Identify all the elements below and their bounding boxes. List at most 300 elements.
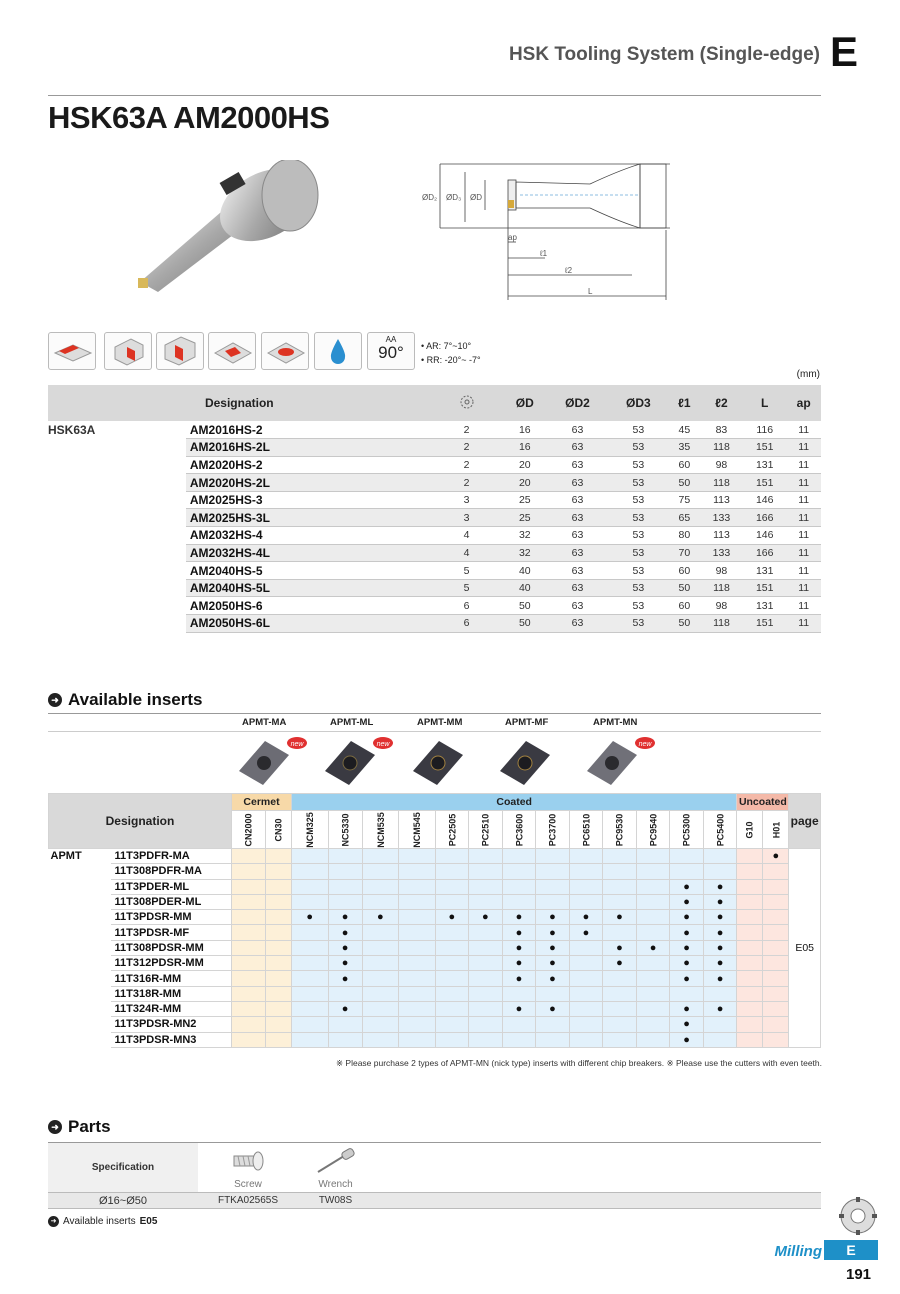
milling-cutter-icon — [838, 1195, 878, 1237]
grade-cell — [502, 849, 536, 864]
footer-section-tab: E — [824, 1240, 878, 1260]
value-cell: 63 — [547, 509, 608, 527]
value-cell: 118 — [700, 615, 743, 633]
grade-cell — [502, 879, 536, 894]
grade-cell — [435, 971, 469, 986]
parts-empty-cell-2 — [373, 1193, 821, 1209]
designation-cell: AM2016HS-2L — [186, 439, 431, 457]
parts-spec-value: Ø16~Ø50 — [48, 1193, 198, 1209]
insert-grade-table — [48, 793, 821, 1048]
table-row — [49, 894, 821, 909]
grade-cell — [292, 940, 329, 955]
grade-header — [603, 811, 637, 849]
availability-mark: ● — [292, 910, 329, 925]
approach-angle-icon — [367, 332, 415, 370]
grade-cell — [763, 910, 789, 925]
insert-images — [225, 733, 675, 791]
grade-cell — [399, 894, 436, 909]
value-cell: 166 — [743, 544, 786, 562]
insert-designation: 11T3PDSR-MN3 — [111, 1032, 232, 1047]
value-cell: 6 — [431, 597, 503, 615]
technical-drawing — [420, 160, 680, 305]
insert-type-ma: APMT-MA — [242, 717, 287, 728]
grade-cell — [763, 925, 789, 940]
grade-cell — [292, 879, 329, 894]
grade-cell — [292, 925, 329, 940]
value-cell: 5 — [431, 562, 503, 580]
grade-cell — [399, 956, 436, 971]
availability-mark: ● — [362, 910, 399, 925]
grade-cell — [362, 879, 399, 894]
wrench-code: TW08S — [298, 1193, 373, 1209]
value-cell: 11 — [786, 421, 821, 439]
arrow-bullet-icon: ➜ — [48, 1216, 59, 1227]
designation-cell: AM2025HS-3 — [186, 491, 431, 509]
grade-cell — [569, 986, 603, 1001]
grade-label: PC2510 — [480, 813, 491, 846]
availability-mark: ● — [328, 1001, 362, 1016]
value-cell: 35 — [669, 439, 700, 457]
insert-designation: 11T3PDSR-MF — [111, 925, 232, 940]
grade-label: PC3700 — [547, 813, 558, 846]
insert-prefix — [49, 864, 111, 879]
insert-designation: 11T3PDER-ML — [111, 879, 232, 894]
grade-cell — [328, 894, 362, 909]
holder-prefix — [48, 562, 186, 580]
value-cell: 2 — [431, 456, 503, 474]
purchase-note: ※ Please purchase 2 types of APMT-MN (nick type) inserts with different chip breakers. ※ Please use the cutters with even teeth. — [335, 1058, 822, 1068]
value-cell: 3 — [431, 509, 503, 527]
table-row — [49, 910, 821, 925]
availability-mark: ● — [569, 925, 603, 940]
value-cell: 118 — [700, 474, 743, 492]
grade-cell — [435, 864, 469, 879]
table-row — [49, 879, 821, 894]
grade-cell — [362, 971, 399, 986]
grade-cell — [292, 986, 329, 1001]
insert-type-mf: APMT-MF — [505, 717, 549, 728]
availability-mark: ● — [670, 910, 704, 925]
designation-cell: AM2020HS-2L — [186, 474, 431, 492]
holder-prefix — [48, 597, 186, 615]
holder-prefix — [48, 491, 186, 509]
group-coated: Coated — [292, 794, 737, 811]
grade-cell — [536, 849, 570, 864]
grade-cell — [266, 971, 292, 986]
availability-mark: ● — [536, 925, 570, 940]
grade-cell — [399, 1017, 436, 1032]
grade-cell — [231, 879, 265, 894]
availability-mark: ● — [763, 849, 789, 864]
value-cell: 20 — [503, 474, 547, 492]
grade-cell — [231, 1001, 265, 1016]
value-cell: 4 — [431, 527, 503, 545]
grade-cell — [362, 940, 399, 955]
parts-empty-cell — [373, 1143, 821, 1193]
value-cell: 98 — [700, 597, 743, 615]
insert-prefix — [49, 910, 111, 925]
grade-cell — [469, 956, 503, 971]
insert-prefix — [49, 879, 111, 894]
value-cell: 151 — [743, 474, 786, 492]
grade-cell — [266, 849, 292, 864]
grade-cell — [469, 971, 503, 986]
insert-prefix — [49, 1017, 111, 1032]
inserts-section-title: Available inserts — [68, 690, 203, 709]
grade-cell — [603, 879, 637, 894]
insert-ml-image — [325, 737, 393, 785]
value-cell: 60 — [669, 456, 700, 474]
grade-cell — [362, 1001, 399, 1016]
grade-cell — [399, 879, 436, 894]
value-cell: 4 — [431, 544, 503, 562]
grade-cell — [469, 1017, 503, 1032]
grade-cell — [636, 986, 670, 1001]
insert-prefix — [49, 940, 111, 955]
grade-cell — [292, 864, 329, 879]
table-row — [48, 544, 821, 562]
value-cell: 50 — [669, 615, 700, 633]
grade-cell — [435, 1001, 469, 1016]
availability-mark: ● — [502, 971, 536, 986]
page-reference: E05 — [789, 849, 821, 1048]
grade-cell — [362, 864, 399, 879]
rake-angle-notes — [421, 339, 481, 367]
insert-designation: 11T308PDER-ML — [111, 894, 232, 909]
availability-mark: ● — [603, 940, 637, 955]
availability-mark: ● — [536, 1001, 570, 1016]
grade-label: NCM545 — [411, 811, 422, 848]
dimension-table — [48, 385, 821, 633]
availability-mark: ● — [603, 956, 637, 971]
grade-cell — [636, 879, 670, 894]
table-row — [48, 562, 821, 580]
unit-label: (mm) — [796, 369, 820, 380]
grade-cell — [266, 1032, 292, 1047]
grade-cell — [362, 925, 399, 940]
grade-cell — [763, 971, 789, 986]
value-cell: 11 — [786, 491, 821, 509]
grade-cell — [231, 940, 265, 955]
grade-cell — [569, 894, 603, 909]
value-cell: 11 — [786, 527, 821, 545]
value-cell: 16 — [503, 421, 547, 439]
value-cell: 146 — [743, 527, 786, 545]
value-cell: 6 — [431, 615, 503, 633]
availability-mark: ● — [502, 940, 536, 955]
ap-label: ap — [508, 233, 517, 242]
availability-mark: ● — [502, 1001, 536, 1016]
page-number: 191 — [846, 1266, 872, 1283]
grade-cell — [636, 956, 670, 971]
designation-cell: AM2016HS-2 — [186, 421, 431, 439]
section-letter: E — [829, 28, 858, 75]
grade-label: H01 — [770, 821, 781, 838]
designation-cell: AM2032HS-4 — [186, 527, 431, 545]
value-cell: 133 — [700, 509, 743, 527]
grade-label: PC6510 — [580, 813, 591, 846]
grade-cell — [703, 864, 737, 879]
grade-cell — [737, 849, 763, 864]
note-rr: • RR: -20°~ -7° — [421, 355, 481, 365]
value-cell: 63 — [547, 615, 608, 633]
insert-prefix — [49, 986, 111, 1001]
holder-prefix: HSK63A — [48, 422, 96, 437]
grade-cell — [603, 1017, 637, 1032]
value-cell: 53 — [608, 439, 669, 457]
availability-mark: ● — [469, 910, 503, 925]
value-cell: 75 — [669, 491, 700, 509]
value-cell: 63 — [547, 562, 608, 580]
grade-cell — [399, 940, 436, 955]
grade-cell — [603, 849, 637, 864]
value-cell: 63 — [547, 456, 608, 474]
grade-cell — [763, 879, 789, 894]
value-cell: 25 — [503, 509, 547, 527]
tool-holder-photo — [130, 160, 330, 300]
insert-mn-image — [587, 737, 655, 785]
grade-cell — [737, 894, 763, 909]
col-L: L — [743, 385, 786, 421]
grade-cell — [603, 864, 637, 879]
grade-label: PC5400 — [715, 813, 726, 846]
value-cell: 63 — [547, 421, 608, 439]
holder-prefix — [48, 456, 186, 474]
grade-cell — [737, 956, 763, 971]
value-cell: 63 — [547, 579, 608, 597]
insert-designation: 11T3PDSR-MM — [111, 910, 232, 925]
availability-mark: ● — [636, 940, 670, 955]
grade-label: PC3600 — [513, 813, 524, 846]
table-row — [48, 439, 821, 457]
grade-cell — [362, 1017, 399, 1032]
grade-cell — [435, 1017, 469, 1032]
d2-label: ØD₂ — [422, 193, 438, 202]
value-cell: 131 — [743, 456, 786, 474]
grade-cell — [502, 986, 536, 1001]
insert-designation: 11T3PDFR-MA — [111, 849, 232, 864]
col-designation: Designation — [48, 385, 431, 421]
grade-cell — [636, 1032, 670, 1047]
insert-prefix: APMT — [50, 850, 82, 863]
grade-header — [292, 811, 329, 849]
grade-cell — [266, 1001, 292, 1016]
availability-mark: ● — [670, 1017, 704, 1032]
grade-cell — [231, 986, 265, 1001]
value-cell: 11 — [786, 615, 821, 633]
availability-mark: ● — [703, 925, 737, 940]
grade-label: PC5300 — [681, 813, 692, 846]
value-cell: 113 — [700, 491, 743, 509]
holder-prefix — [48, 527, 186, 545]
insert-designation: 11T308PDFR-MA — [111, 864, 232, 879]
value-cell: 131 — [743, 597, 786, 615]
col-ap: ap — [786, 385, 821, 421]
grade-cell — [636, 1001, 670, 1016]
new-badge-mn: new — [638, 741, 652, 748]
value-cell: 5 — [431, 579, 503, 597]
grade-cell — [670, 864, 704, 879]
d3-label: ØD₃ — [446, 193, 462, 202]
grade-cell — [292, 894, 329, 909]
grade-cell — [536, 894, 570, 909]
grade-cell — [399, 1032, 436, 1047]
grade-cell — [569, 940, 603, 955]
insert-prefix — [49, 925, 111, 940]
grade-cell — [569, 864, 603, 879]
value-cell: 151 — [743, 579, 786, 597]
table-row — [49, 864, 821, 879]
grade-cell — [502, 1017, 536, 1032]
col-d2: ØD2 — [547, 385, 608, 421]
ins-col-designation: Designation — [49, 794, 232, 849]
value-cell: 11 — [786, 544, 821, 562]
grade-cell — [469, 879, 503, 894]
availability-mark: ● — [703, 956, 737, 971]
grade-cell — [737, 864, 763, 879]
grade-header — [266, 811, 292, 849]
grade-cell — [737, 971, 763, 986]
grade-header — [435, 811, 469, 849]
value-cell: 118 — [700, 439, 743, 457]
inserts-section-heading — [48, 690, 203, 710]
wrench-column — [298, 1143, 373, 1193]
availability-mark: ● — [703, 879, 737, 894]
grade-cell — [763, 1001, 789, 1016]
grade-cell — [435, 894, 469, 909]
new-badge-ml: new — [376, 741, 390, 748]
screw-icon — [228, 1148, 268, 1176]
availability-mark: ● — [536, 910, 570, 925]
grade-cell — [266, 1017, 292, 1032]
grade-cell — [569, 971, 603, 986]
holder-prefix — [48, 439, 186, 457]
value-cell: 53 — [608, 491, 669, 509]
grade-cell — [231, 910, 265, 925]
grade-cell — [636, 910, 670, 925]
insert-designation: 11T318R-MM — [111, 986, 232, 1001]
value-cell: 50 — [503, 597, 547, 615]
table-row — [49, 940, 821, 955]
availability-mark: ● — [703, 1001, 737, 1016]
insert-ma-image — [239, 737, 307, 785]
grade-label: NCM535 — [375, 811, 386, 848]
table-row — [49, 956, 821, 971]
grade-cell — [502, 894, 536, 909]
value-cell: 63 — [547, 491, 608, 509]
grade-label: CN2000 — [243, 812, 254, 847]
value-cell: 63 — [547, 474, 608, 492]
availability-mark: ● — [328, 940, 362, 955]
ramping-icon — [208, 332, 256, 370]
header-divider — [48, 95, 821, 96]
insert-type-ml: APMT-ML — [330, 717, 374, 728]
value-cell: 133 — [700, 544, 743, 562]
grade-cell — [362, 894, 399, 909]
table-row — [48, 509, 821, 527]
value-cell: 11 — [786, 597, 821, 615]
grade-cell — [763, 1017, 789, 1032]
availability-mark: ● — [670, 925, 704, 940]
availability-mark: ● — [502, 925, 536, 940]
coolant-drop-icon — [314, 332, 362, 370]
parts-section-title: Parts — [68, 1117, 111, 1136]
grade-cell — [328, 1017, 362, 1032]
available-inserts-label: Available inserts — [63, 1216, 136, 1227]
available-inserts-link[interactable] — [48, 1216, 157, 1227]
value-cell: 50 — [503, 615, 547, 633]
grade-cell — [670, 986, 704, 1001]
grade-cell — [266, 940, 292, 955]
grade-cell — [603, 925, 637, 940]
insert-prefix — [49, 971, 111, 986]
d-label: ØD — [470, 193, 482, 202]
availability-mark: ● — [569, 910, 603, 925]
designation-cell: AM2020HS-2 — [186, 456, 431, 474]
grade-cell — [703, 986, 737, 1001]
availability-mark: ● — [670, 940, 704, 955]
availability-mark: ● — [670, 956, 704, 971]
value-cell: 63 — [547, 527, 608, 545]
value-cell: 83 — [700, 421, 743, 439]
value-cell: 53 — [608, 562, 669, 580]
value-cell: 40 — [503, 562, 547, 580]
inserts-divider-2 — [48, 731, 821, 732]
grade-header — [536, 811, 570, 849]
table-row — [49, 1001, 821, 1016]
holder-prefix — [48, 615, 186, 633]
grade-cell — [737, 910, 763, 925]
grade-cell — [469, 894, 503, 909]
grade-cell — [435, 879, 469, 894]
grade-cell — [435, 1032, 469, 1047]
grade-cell — [603, 971, 637, 986]
table-row — [48, 421, 821, 439]
grade-cell — [670, 849, 704, 864]
table-row — [48, 491, 821, 509]
table-row — [49, 986, 821, 1001]
availability-mark: ● — [328, 971, 362, 986]
availability-mark: ● — [703, 971, 737, 986]
value-cell: 2 — [431, 474, 503, 492]
availability-mark: ● — [670, 894, 704, 909]
grade-cell — [266, 925, 292, 940]
value-cell: 98 — [700, 562, 743, 580]
grade-cell — [435, 940, 469, 955]
table-row — [48, 615, 821, 633]
value-cell: 151 — [743, 615, 786, 633]
value-cell: 53 — [608, 421, 669, 439]
screw-label: Screw — [234, 1179, 262, 1190]
insert-prefix — [49, 894, 111, 909]
grade-cell — [292, 1032, 329, 1047]
value-cell: 70 — [669, 544, 700, 562]
grade-header — [737, 811, 763, 849]
grade-cell — [737, 879, 763, 894]
grade-cell — [231, 864, 265, 879]
grade-cell — [328, 1032, 362, 1047]
value-cell: 118 — [700, 579, 743, 597]
wrench-icon — [314, 1148, 358, 1176]
availability-mark: ● — [670, 1032, 704, 1047]
value-cell: 65 — [669, 509, 700, 527]
arrow-bullet-icon: ➜ — [48, 1120, 62, 1134]
grade-cell — [292, 849, 329, 864]
grade-cell — [569, 956, 603, 971]
availability-mark: ● — [536, 940, 570, 955]
parts-table — [48, 1142, 821, 1209]
value-cell: 11 — [786, 456, 821, 474]
